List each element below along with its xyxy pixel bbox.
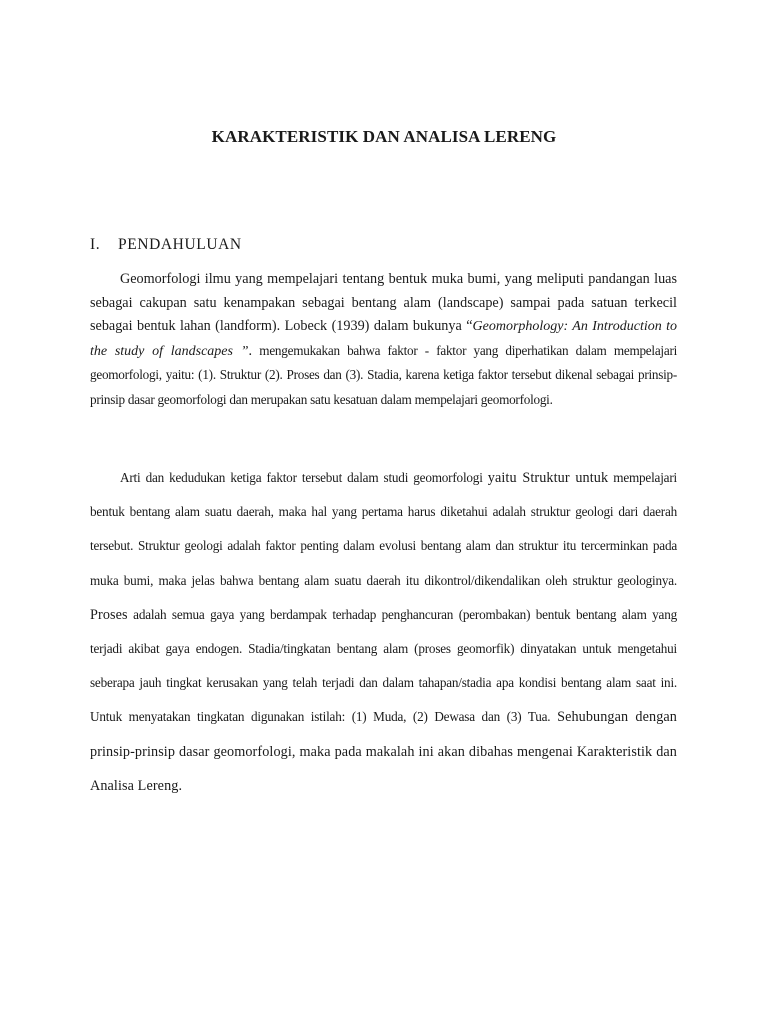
book-title: Geomorphology: An Introduction to the study of landscapes ” xyxy=(90,319,677,359)
paragraph-1-dot: . xyxy=(248,342,253,359)
paragraph-2-text-c: mempelajari bentuk bentang alam suatu daerah, maka hal yang pertama harus diketahui adalah struktur geologi dari daerah tersebut. Struktur geologi adalah faktor penting dalam evolusi bentang alam dan struktur itu tercerminkan pada muka bumi, maka jelas bahwa bentang alam suatu daerah itu dikontrol/dikendalikan oleh struktur geologinya. xyxy=(90,470,677,588)
paragraph-1-text-a: Geomorfologi ilmu yang mempelajari tentang bentuk muka bumi, yang meliputi pandangan luas sebagai cakupan satu kenampakan sebagai bentang alam (landscape) sampai pada satuan terkecil sebagai bentuk lahan (landform). Lobeck (1939) dalam bukunya “ xyxy=(90,271,677,335)
paragraph-1-text-b: mengemukakan bahwa faktor - faktor yang diperhatikan dalam mempelajari geomorfologi, yaitu: (1). Struktur (2). Proses dan (3). Stadia, karena ketiga faktor tersebut dikenal sebagai prinsip-prinsip dasar geomorfologi dan merupakan satu kesatuan dalam mempelajari geomorfologi. xyxy=(90,342,678,407)
paragraph-2-text-a: Arti dan kedudukan ketiga faktor tersebut dalam studi geomorfologi xyxy=(120,470,488,485)
section-heading-text: PENDAHULUAN xyxy=(118,236,242,253)
paragraph-2-text-f: Sehubungan dengan prinsip-prinsip dasar geomorfologi, maka pada makalah ini akan dibahas mengenai Karakteristik dan Analisa Lereng. xyxy=(90,709,678,794)
section-heading xyxy=(90,236,242,254)
paragraph-2-text-e: adalah semua gaya yang berdampak terhadap penghancuran (perombakan) bentuk bentang alam yang terjadi akibat gaya endogen. Stadia/tingkatan bentang alam (proses geomorfik) dinyatakan untuk mengetahui seberapa jauh tingkat kerusakan yang telah terjadi dan dalam tahapan/stadia apa kondisi bentang alam saat ini. Untuk menyatakan tingkatan digunakan istilah: (1) Muda, (2) Dewasa dan (3) Tua. xyxy=(90,606,677,725)
paragraph-2-text-b: yaitu Struktur untuk xyxy=(487,470,609,486)
section-number: I. xyxy=(90,236,101,253)
document-title: KARAKTERISTIK DAN ANALISA LERENG xyxy=(211,127,557,146)
paragraph-introduction xyxy=(90,268,677,413)
paragraph-2-term-proses: Proses xyxy=(90,606,128,623)
paragraph-factors xyxy=(90,461,677,803)
